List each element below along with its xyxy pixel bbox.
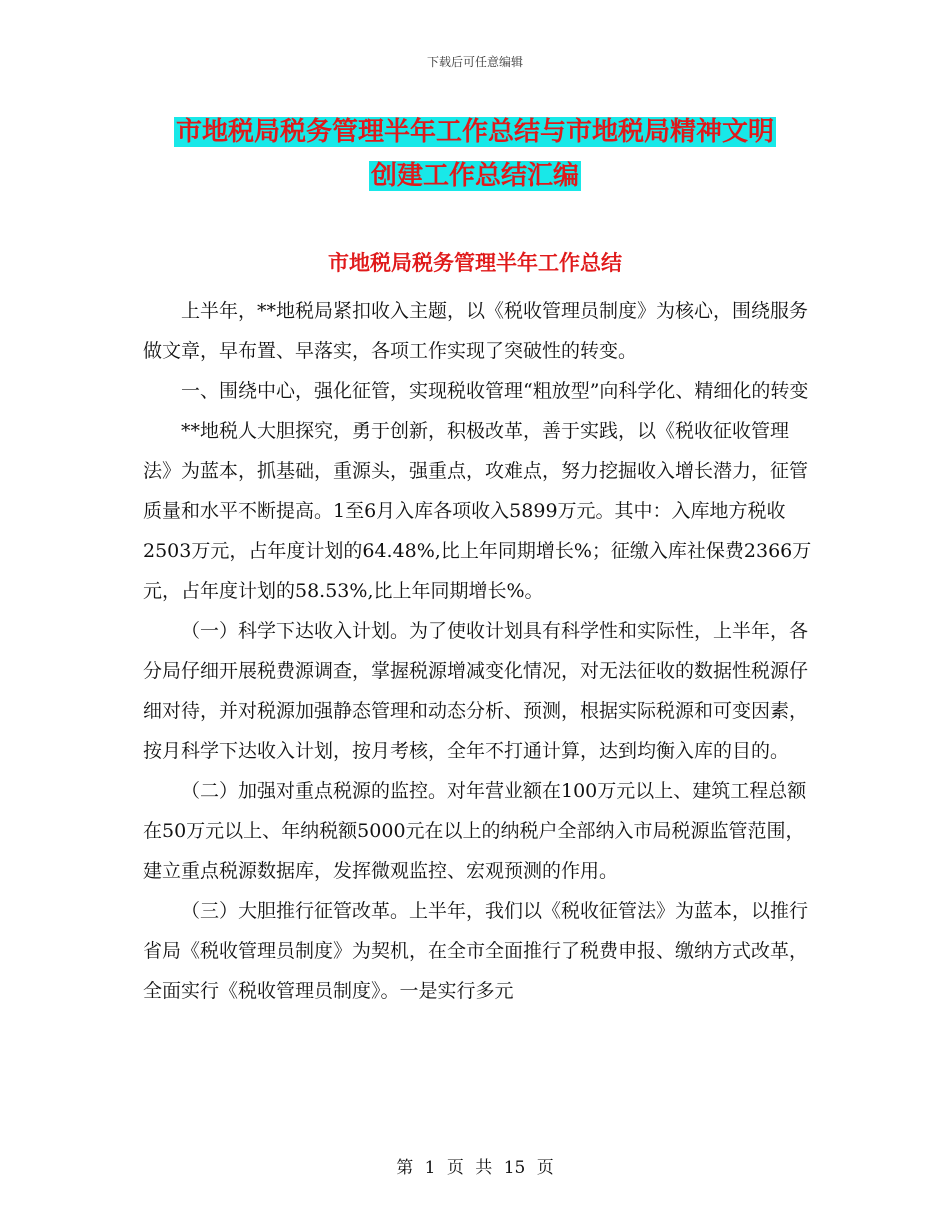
document-title (0, 110, 950, 198)
document-title-line-2: 创建工作总结汇编 (370, 161, 579, 191)
paragraph-item-2: （二）加强对重点税源的监控。对年营业额在100万元以上、建筑工程总额在50万元以上、年纳税额5000元在以上的纳税户全部纳入市局税源监管范围，建立重点税源数据库，发挥微观监控、宏观预测的作用。 (143, 780, 807, 882)
paragraph-revenue: **地税人大胆探究，勇于创新，积极改革，善于实践，以《税收征收管理法》为蓝本，抓基础，重源头，强重点，攻难点，努力挖掘收入增长潜力，征管质量和水平不断提高。1至6月入库各项收入5899万元。其中：入库地方税收2503万元，占年度计划的64.48%,比上年同期增长%；征缴入库社保费2366万元，占年度计划的58.53%,比上年同期增长%。 (143, 420, 812, 602)
paragraph-intro: 上半年，**地税局紧扣收入主题，以《税收管理员制度》为核心，围绕服务做文章，早布置、早落实，各项工作实现了突破性的转变。 (143, 300, 809, 362)
paragraph-item-1: （一）科学下达收入计划。为了使收计划具有科学性和实际性，上半年，各分局仔细开展税费源调查，掌握税源增减变化情况，对无法征收的数据性税源仔细对待，并对税源加强静态管理和动态分析、预测，根据实际税源和可变因素，按月科学下达收入计划，按月考核，全年不打通计算，达到均衡入库的目的。 (143, 620, 809, 762)
document-title-line-1: 市地税局税务管理半年工作总结与市地税局精神文明 (175, 117, 774, 147)
page-footer: 第 1 页 共 15 页 (396, 1158, 554, 1178)
header-note: 下载后可任意编辑 (426, 55, 523, 69)
paragraph-item-3: （三）大胆推行征管改革。上半年，我们以《税收征管法》为蓝本，以推行省局《税收管理员制度》为契机，在全市全面推行了税费申报、缴纳方式改革，全面实行《税收管理员制度》。一是实行多元 (143, 900, 809, 1002)
section-title: 市地税局税务管理半年工作总结 (328, 251, 622, 275)
paragraph-heading-1: 一、围绕中心，强化征管，实现税收管理“粗放型”向科学化、精细化的转变 (181, 380, 809, 402)
body-text (143, 291, 813, 1011)
